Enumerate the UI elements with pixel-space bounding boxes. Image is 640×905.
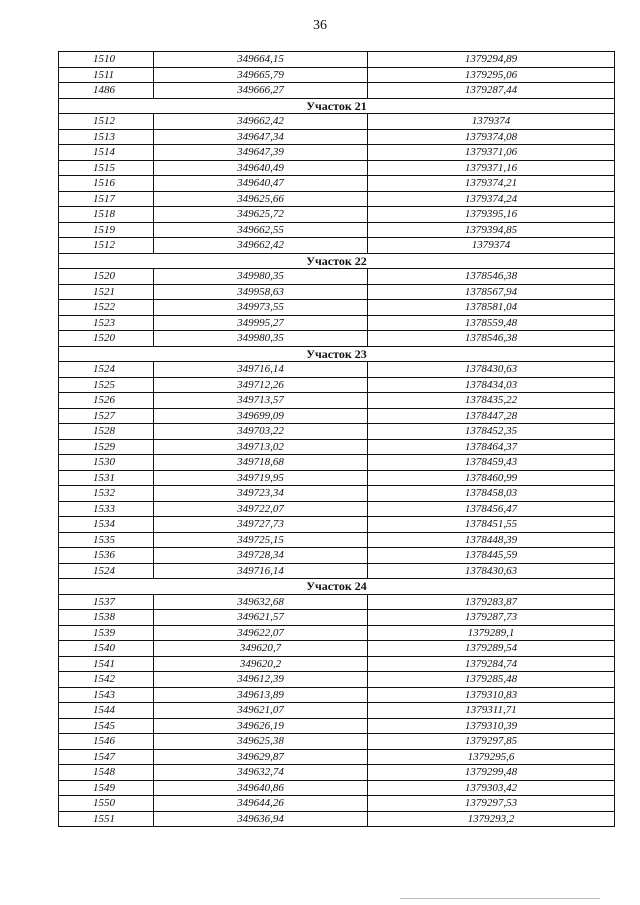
y-coordinate-cell: 1378430,63 — [368, 563, 615, 579]
x-coordinate-cell: 349640,47 — [154, 176, 368, 192]
y-coordinate-cell: 1379374,24 — [368, 191, 615, 207]
point-number-cell: 1522 — [59, 300, 154, 316]
x-coordinate-cell: 349626,19 — [154, 718, 368, 734]
y-coordinate-cell: 1378456,47 — [368, 501, 615, 517]
point-number-cell: 1514 — [59, 145, 154, 161]
table-row — [59, 269, 615, 285]
y-coordinate-cell: 1378567,94 — [368, 284, 615, 300]
y-coordinate-cell: 1379371,06 — [368, 145, 615, 161]
x-coordinate-cell: 349665,79 — [154, 67, 368, 83]
x-coordinate-cell: 349666,27 — [154, 83, 368, 99]
point-number-cell: 1512 — [59, 238, 154, 254]
y-coordinate-cell: 1379287,73 — [368, 610, 615, 626]
x-coordinate-cell: 349613,89 — [154, 687, 368, 703]
point-number-cell: 1520 — [59, 331, 154, 347]
point-number-cell: 1543 — [59, 687, 154, 703]
table-row — [59, 238, 615, 254]
point-number-cell: 1550 — [59, 796, 154, 812]
point-number-cell: 1531 — [59, 470, 154, 486]
point-number-cell: 1512 — [59, 114, 154, 130]
x-coordinate-cell: 349723,34 — [154, 486, 368, 502]
y-coordinate-cell: 1379374 — [368, 114, 615, 130]
point-number-cell: 1540 — [59, 641, 154, 657]
table-row — [59, 610, 615, 626]
x-coordinate-cell: 349636,94 — [154, 811, 368, 827]
x-coordinate-cell: 349621,07 — [154, 703, 368, 719]
point-number-cell: 1520 — [59, 269, 154, 285]
x-coordinate-cell: 349629,87 — [154, 749, 368, 765]
y-coordinate-cell: 1379303,42 — [368, 780, 615, 796]
table-row — [59, 362, 615, 378]
point-number-cell: 1544 — [59, 703, 154, 719]
table-row — [59, 672, 615, 688]
x-coordinate-cell: 349625,38 — [154, 734, 368, 750]
y-coordinate-cell: 1379287,44 — [368, 83, 615, 99]
point-number-cell: 1518 — [59, 207, 154, 223]
table-row — [59, 300, 615, 316]
point-number-cell: 1524 — [59, 563, 154, 579]
table-row — [59, 222, 615, 238]
table-row — [59, 734, 615, 750]
y-coordinate-cell: 1378430,63 — [368, 362, 615, 378]
y-coordinate-cell: 1379374,21 — [368, 176, 615, 192]
table-row — [59, 315, 615, 331]
y-coordinate-cell: 1379310,83 — [368, 687, 615, 703]
y-coordinate-cell: 1378459,43 — [368, 455, 615, 471]
table-row — [59, 439, 615, 455]
point-number-cell: 1517 — [59, 191, 154, 207]
section-title: Участок 23 — [59, 346, 615, 362]
table-row — [59, 703, 615, 719]
y-coordinate-cell: 1378464,37 — [368, 439, 615, 455]
point-number-cell: 1526 — [59, 393, 154, 409]
y-coordinate-cell: 1378434,03 — [368, 377, 615, 393]
x-coordinate-cell: 349980,35 — [154, 269, 368, 285]
y-coordinate-cell: 1379395,16 — [368, 207, 615, 223]
table-row — [59, 83, 615, 99]
point-number-cell: 1539 — [59, 625, 154, 641]
x-coordinate-cell: 349973,55 — [154, 300, 368, 316]
y-coordinate-cell: 1378460,99 — [368, 470, 615, 486]
point-number-cell: 1547 — [59, 749, 154, 765]
table-row — [59, 563, 615, 579]
x-coordinate-cell: 349980,35 — [154, 331, 368, 347]
section-title: Участок 21 — [59, 98, 615, 114]
y-coordinate-cell: 1379294,89 — [368, 52, 615, 68]
x-coordinate-cell: 349625,66 — [154, 191, 368, 207]
y-coordinate-cell: 1378451,55 — [368, 517, 615, 533]
x-coordinate-cell: 349719,95 — [154, 470, 368, 486]
table-row — [59, 284, 615, 300]
coordinates-table-body — [59, 52, 615, 827]
x-coordinate-cell: 349718,68 — [154, 455, 368, 471]
y-coordinate-cell: 1379297,53 — [368, 796, 615, 812]
y-coordinate-cell: 1378435,22 — [368, 393, 615, 409]
y-coordinate-cell: 1379285,48 — [368, 672, 615, 688]
x-coordinate-cell: 349727,73 — [154, 517, 368, 533]
table-row — [59, 191, 615, 207]
y-coordinate-cell: 1379295,6 — [368, 749, 615, 765]
point-number-cell: 1549 — [59, 780, 154, 796]
table-row — [59, 67, 615, 83]
y-coordinate-cell: 1378445,59 — [368, 548, 615, 564]
x-coordinate-cell: 349622,07 — [154, 625, 368, 641]
x-coordinate-cell: 349713,57 — [154, 393, 368, 409]
point-number-cell: 1535 — [59, 532, 154, 548]
x-coordinate-cell: 349647,39 — [154, 145, 368, 161]
y-coordinate-cell: 1379284,74 — [368, 656, 615, 672]
y-coordinate-cell: 1379371,16 — [368, 160, 615, 176]
table-row — [59, 145, 615, 161]
table-row — [59, 532, 615, 548]
table-row — [59, 424, 615, 440]
page-number: 36 — [313, 18, 327, 33]
x-coordinate-cell: 349640,49 — [154, 160, 368, 176]
x-coordinate-cell: 349662,42 — [154, 238, 368, 254]
table-row — [59, 656, 615, 672]
x-coordinate-cell: 349620,7 — [154, 641, 368, 657]
section-header-row — [59, 253, 615, 269]
x-coordinate-cell: 349716,14 — [154, 563, 368, 579]
point-number-cell: 1536 — [59, 548, 154, 564]
section-title: Участок 22 — [59, 253, 615, 269]
table-row — [59, 641, 615, 657]
y-coordinate-cell: 1379283,87 — [368, 594, 615, 610]
point-number-cell: 1527 — [59, 408, 154, 424]
section-header-row — [59, 346, 615, 362]
x-coordinate-cell: 349664,15 — [154, 52, 368, 68]
point-number-cell: 1524 — [59, 362, 154, 378]
point-number-cell: 1538 — [59, 610, 154, 626]
x-coordinate-cell: 349722,07 — [154, 501, 368, 517]
x-coordinate-cell: 349632,74 — [154, 765, 368, 781]
x-coordinate-cell: 349640,86 — [154, 780, 368, 796]
y-coordinate-cell: 1379289,54 — [368, 641, 615, 657]
point-number-cell: 1528 — [59, 424, 154, 440]
table-row — [59, 501, 615, 517]
table-row — [59, 749, 615, 765]
x-coordinate-cell: 349716,14 — [154, 362, 368, 378]
point-number-cell: 1532 — [59, 486, 154, 502]
table-row — [59, 393, 615, 409]
table-row — [59, 470, 615, 486]
table-row — [59, 377, 615, 393]
table-row — [59, 594, 615, 610]
point-number-cell: 1515 — [59, 160, 154, 176]
table-row — [59, 517, 615, 533]
table-row — [59, 780, 615, 796]
point-number-cell: 1525 — [59, 377, 154, 393]
x-coordinate-cell: 349712,26 — [154, 377, 368, 393]
point-number-cell: 1511 — [59, 67, 154, 83]
y-coordinate-cell: 1378448,39 — [368, 532, 615, 548]
x-coordinate-cell: 349958,63 — [154, 284, 368, 300]
y-coordinate-cell: 1378546,38 — [368, 269, 615, 285]
table-row — [59, 207, 615, 223]
footer-rule — [400, 898, 600, 899]
y-coordinate-cell: 1378452,35 — [368, 424, 615, 440]
point-number-cell: 1551 — [59, 811, 154, 827]
point-number-cell: 1537 — [59, 594, 154, 610]
y-coordinate-cell: 1379374 — [368, 238, 615, 254]
point-number-cell: 1516 — [59, 176, 154, 192]
y-coordinate-cell: 1379299,48 — [368, 765, 615, 781]
y-coordinate-cell: 1378546,38 — [368, 331, 615, 347]
point-number-cell: 1542 — [59, 672, 154, 688]
table-row — [59, 176, 615, 192]
x-coordinate-cell: 349725,15 — [154, 532, 368, 548]
point-number-cell: 1534 — [59, 517, 154, 533]
table-row — [59, 765, 615, 781]
table-row — [59, 625, 615, 641]
table-row — [59, 718, 615, 734]
y-coordinate-cell: 1378458,03 — [368, 486, 615, 502]
y-coordinate-cell: 1378447,28 — [368, 408, 615, 424]
x-coordinate-cell: 349621,57 — [154, 610, 368, 626]
point-number-cell: 1546 — [59, 734, 154, 750]
table-row — [59, 129, 615, 145]
point-number-cell: 1486 — [59, 83, 154, 99]
y-coordinate-cell: 1379374,08 — [368, 129, 615, 145]
x-coordinate-cell: 349662,55 — [154, 222, 368, 238]
table-row — [59, 455, 615, 471]
section-header-row — [59, 98, 615, 114]
coordinates-table — [58, 51, 615, 827]
point-number-cell: 1513 — [59, 129, 154, 145]
table-row — [59, 796, 615, 812]
x-coordinate-cell: 349703,22 — [154, 424, 368, 440]
section-header-row — [59, 579, 615, 595]
x-coordinate-cell: 349995,27 — [154, 315, 368, 331]
x-coordinate-cell: 349620,2 — [154, 656, 368, 672]
y-coordinate-cell: 1379293,2 — [368, 811, 615, 827]
y-coordinate-cell: 1379297,85 — [368, 734, 615, 750]
table-row — [59, 548, 615, 564]
point-number-cell: 1533 — [59, 501, 154, 517]
point-number-cell: 1545 — [59, 718, 154, 734]
point-number-cell: 1519 — [59, 222, 154, 238]
x-coordinate-cell: 349612,39 — [154, 672, 368, 688]
point-number-cell: 1548 — [59, 765, 154, 781]
x-coordinate-cell: 349647,34 — [154, 129, 368, 145]
point-number-cell: 1530 — [59, 455, 154, 471]
table-row — [59, 486, 615, 502]
point-number-cell: 1529 — [59, 439, 154, 455]
table-row — [59, 160, 615, 176]
point-number-cell: 1541 — [59, 656, 154, 672]
table-row — [59, 114, 615, 130]
x-coordinate-cell: 349699,09 — [154, 408, 368, 424]
table-row — [59, 331, 615, 347]
x-coordinate-cell: 349632,68 — [154, 594, 368, 610]
y-coordinate-cell: 1379289,1 — [368, 625, 615, 641]
table-row — [59, 687, 615, 703]
x-coordinate-cell: 349625,72 — [154, 207, 368, 223]
point-number-cell: 1510 — [59, 52, 154, 68]
y-coordinate-cell: 1378559,48 — [368, 315, 615, 331]
point-number-cell: 1523 — [59, 315, 154, 331]
x-coordinate-cell: 349662,42 — [154, 114, 368, 130]
x-coordinate-cell: 349644,26 — [154, 796, 368, 812]
section-title: Участок 24 — [59, 579, 615, 595]
x-coordinate-cell: 349713,02 — [154, 439, 368, 455]
x-coordinate-cell: 349728,34 — [154, 548, 368, 564]
y-coordinate-cell: 1379311,71 — [368, 703, 615, 719]
y-coordinate-cell: 1379295,06 — [368, 67, 615, 83]
y-coordinate-cell: 1379394,85 — [368, 222, 615, 238]
table-row — [59, 811, 615, 827]
table-row — [59, 52, 615, 68]
point-number-cell: 1521 — [59, 284, 154, 300]
y-coordinate-cell: 1378581,04 — [368, 300, 615, 316]
table-row — [59, 408, 615, 424]
y-coordinate-cell: 1379310,39 — [368, 718, 615, 734]
